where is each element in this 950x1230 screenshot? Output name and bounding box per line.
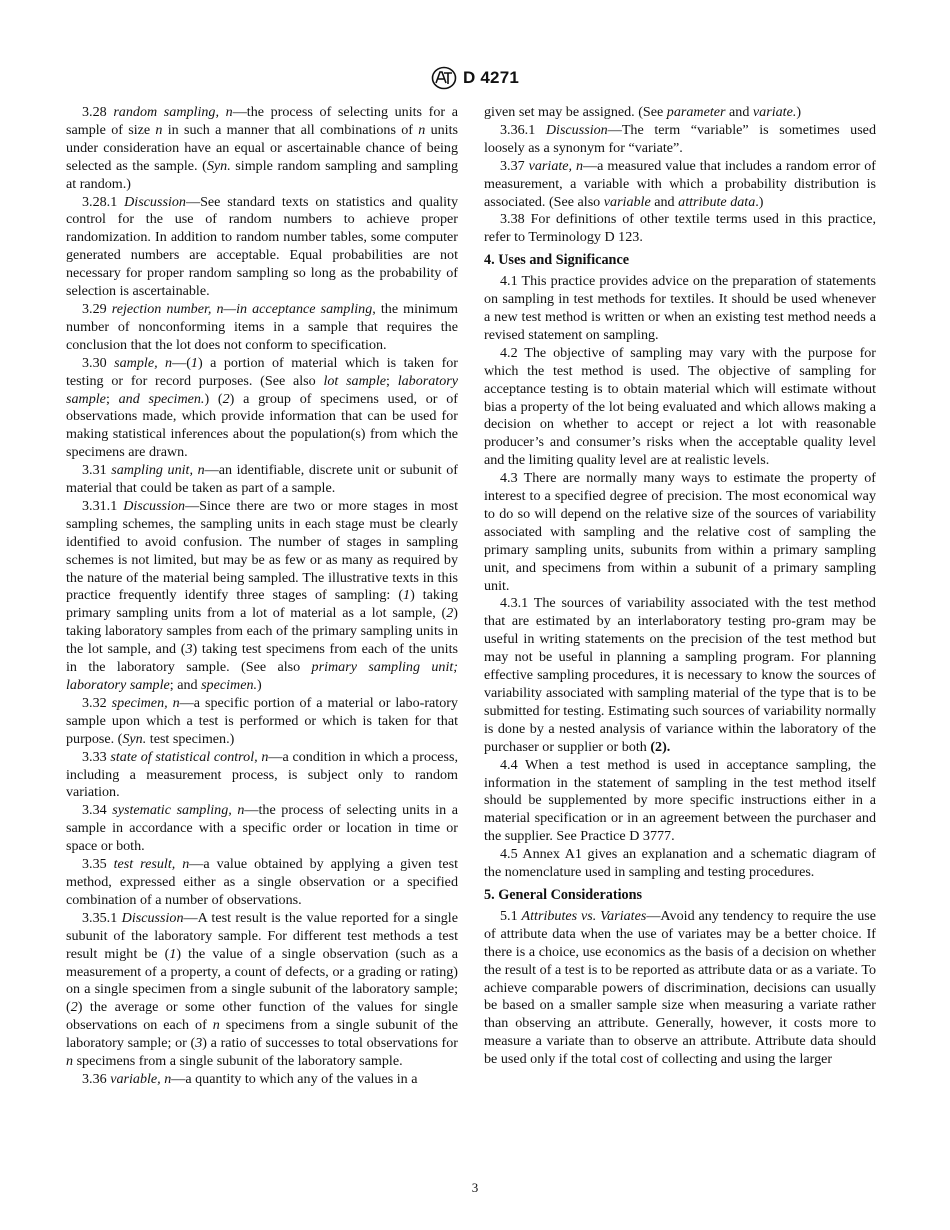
section-number: 4.3	[500, 470, 518, 487]
italic-text: n	[212, 1017, 220, 1034]
term: specimen, n	[111, 694, 180, 711]
paragraph: 3.31.1 Discussion—Since there are two or more stages in most sampling schemes, the sampling units in each stage must be clearly identified to avoid confusion. The number of stages in sampling schemes is not limited, but may be as few or as many as required by the nature of the material being sampled. The illustrative texts in this practice frequently identify three stages of sampling: (1) taking primary sampling units from a lot of material as a lot sample, (2) taking laboratory samples from each of the primary sampling units in the lot sample, and (3) taking test specimens from each of the units in the laboratory sample. (See also primary sampling unit; laboratory sample; and specimen.)	[66, 497, 459, 693]
section-number: 4.2	[500, 344, 518, 361]
italic-text: laboratory sample	[66, 372, 458, 407]
italic-text: n	[418, 121, 426, 138]
italic-text: and specimen.	[118, 390, 205, 407]
italic-text: Syn.	[122, 730, 147, 747]
italic-text: specimen.	[201, 677, 258, 693]
paragraph: 4.4 When a test method is used in acceptance sampling, the information in the statement of sampling in the test method itself should be supplemented by more specific instructions either in a material specification or in an agreement between the purchaser and the supplier. See Practice D 3777.	[484, 756, 876, 845]
astm-logo-icon	[431, 66, 457, 90]
term: rejection number, n—in acceptance sampling	[111, 300, 373, 317]
section-number: 3.32	[82, 694, 107, 711]
paragraph: 3.32 specimen, n—a specific portion of a material or labo-ratory sample upon which a test is performed or which is taken for that purpose. (Syn. test specimen.)	[66, 694, 458, 747]
section-number: 3.35.1	[82, 909, 118, 926]
italic-text: primary sampling unit; laboratory sample	[66, 659, 458, 693]
section-number: 4.4	[500, 756, 518, 773]
paragraph: 3.34 systematic sampling, n—the process of selecting units in a sample in accordance with a specific order or location in time or space or both.	[66, 802, 458, 855]
term: systematic sampling, n	[112, 802, 245, 819]
paragraph: 3.38 For definitions of other textile terms used in this practice, refer to Terminology D 123.	[484, 211, 876, 246]
section-number: 4.1	[500, 273, 518, 290]
section-number: 3.28	[82, 104, 107, 120]
page-number: 3	[471, 1180, 479, 1195]
term: random sampling, n	[113, 104, 233, 120]
section-number: 3.30	[82, 354, 107, 371]
page-header	[0, 66, 950, 95]
italic-text: parameter	[666, 104, 726, 120]
term: Discussion	[124, 193, 186, 210]
section-number: 5.1	[500, 907, 518, 924]
section-number: 3.31	[82, 462, 107, 479]
italic-text: variate.	[752, 104, 797, 120]
paragraph: 3.36 variable, n—a quantity to which any of the values in a	[82, 1070, 418, 1087]
section-number: 3.38	[500, 211, 525, 228]
section-number: 4.5	[500, 846, 518, 863]
section-number: 4.3.1	[500, 595, 529, 612]
italic-text: n	[66, 1053, 74, 1070]
italic-text: 2	[446, 605, 454, 622]
document-designation: D 4271	[462, 68, 520, 87]
section-number: 3.31.1	[82, 497, 118, 514]
paragraph: 3.28.1 Discussion—See standard texts on statistics and quality control for the use of random numbers to achieve proper randomization. In addition to random number tables, some computer generated numbers are acceptable. Equal probabilities are not necessary for proper random sampling so long as the probability of selection is ascertainable.	[66, 193, 459, 300]
section-number: 3.28.1	[82, 193, 118, 210]
term: Discussion	[545, 121, 608, 138]
italic-text: 1	[403, 587, 411, 604]
italic-text: 2	[70, 999, 78, 1016]
term: Discussion	[123, 497, 186, 514]
paragraph: 4.3.1 The sources of variability associated with the test method that are estimated by an interlaboratory testing pro-gram may be useful in writing statements on the precision of the test method but may not be useful in planning a sampling program. For planning effective sampling procedures, it is necessary to know the sources of variability associated with sampling material of the type that is to be submitted for testing. Estimating such sources of variability normally is done by a nested analysis of variance within the laboratory of the purchaser or supplier or both (2).	[484, 595, 876, 755]
term: variate, n	[528, 157, 584, 174]
paragraph: 3.35 test result, n—a value obtained by applying a given test method, expressed either as a single observation or a specified combination of a number of observations.	[66, 856, 458, 908]
term: state of statistical control, n	[110, 748, 269, 765]
term: sample, n	[114, 354, 173, 371]
italic-text: lot sample	[323, 372, 387, 389]
section-heading: 4. Uses and Significance	[484, 252, 630, 269]
paragraph: 3.35.1 Discussion—A test result is the value reported for a single subunit of the laboratory sample. For different test methods a test result might be (1) the value of a single observation (such as a measurement of a property, a count of defects, or a grading or rating) on a single specimen from a single subunit of the laboratory sample; (2) the average or some other function of the values for single observations on each of n specimens from a single subunit of the laboratory sample; or (3) a ratio of successes to total observations for n specimens from a single subunit of the laboratory sample.	[66, 909, 458, 1070]
italic-text: 2	[222, 390, 230, 407]
term: Discussion	[121, 909, 184, 926]
paragraph: 3.28 random sampling, n—the process of selecting units for a sample of size n in such a manner that all combinations of n units under consideration have an equal or ascertainable chance of being selected as the sample. (Syn. simple random sampling and sampling at random.)	[66, 104, 458, 192]
paragraph: given set may be assigned. (See parameter and variate.)	[484, 104, 802, 120]
section-number: 3.35	[82, 856, 107, 873]
italic-text: Syn.	[206, 157, 231, 174]
paragraph: 3.30 sample, n—(1) a portion of material which is taken for testing or for record purposes. (See also lot sample; laboratory sample; and specimen.) (2) a group of specimens used, or of observations made, which provide information that can be used for making statistical inferences about the population(s) from which the specimens are drawn.	[66, 354, 458, 461]
italic-text: 1	[190, 354, 198, 371]
section-number: 3.37	[500, 157, 525, 174]
left-column	[66, 104, 458, 1089]
section-heading: 5. General Considerations	[484, 886, 643, 903]
term: sampling unit, n	[111, 462, 205, 479]
paragraph: 4.2 The objective of sampling may vary with the purpose for which the test method is used. The objective of sampling for acceptance testing is to obtain material which will estimate without bias a property of the lot being evaluated and which allows making a decision on whether to accept or reject a lot with reasonable producer’s and consumer’s risks when the acceptable quality level and the limiting quality level are at realistic levels.	[484, 344, 876, 469]
paragraph: 3.37 variate, n—a measured value that includes a random error of measurement, a variable with which a probability distribution is associated. (See also variable and attribute data.)	[484, 157, 877, 210]
paragraph: 4.3 There are normally many ways to estimate the property of interest to a specified degree of precision. The most economical way to do so will depend on the relative size of the sources of variability associated with sampling and the relative cost of sampling the primary sampling units, subunits from within a primary sampling unit, and specimens from within a subunit of a primary sampling unit.	[484, 470, 876, 594]
section-number: 3.29	[82, 300, 107, 317]
paragraph: 3.36.1 Discussion—The term “variable” is sometimes used loosely as a synonym for “variate”.	[484, 121, 876, 156]
paragraph: 3.29 rejection number, n—in acceptance sampling, the minimum number of nonconforming items in a sample that requires the conclusion that the lot does not conform to specification.	[66, 300, 458, 353]
paragraph: 5.1 Attributes vs. Variates—Avoid any tendency to require the use of attribute data when the use of variates may be a better choice. If there is a choice, use economics as the basis of a decision on whether the result of a test is to be reported as attribute data or as a variate. To achieve comparable powers of discrimination, decisions can usually be based on a smaller sample size when measuring a variate rather than observing an attribute. Generally, however, it costs more to measure a variate than to observe an attribute. Attribute data should be used only if the total cost of collecting and using the larger	[484, 907, 876, 1068]
paragraph: 4.5 Annex A1 gives an explanation and a schematic diagram of the nomenclature used in sampling and testing procedures.	[484, 846, 877, 881]
section-number: 3.33	[82, 748, 107, 765]
section-number: 3.36	[82, 1070, 107, 1087]
italic-text: 3	[195, 1035, 203, 1052]
italic-text: 1	[169, 945, 177, 962]
right-column	[484, 104, 876, 1069]
italic-text: attribute data	[678, 193, 756, 210]
italic-text: n	[155, 121, 163, 138]
reference-citation: (2).	[650, 738, 671, 755]
italic-text: variable	[603, 193, 651, 210]
italic-text: 3	[185, 641, 193, 658]
paragraph: 3.33 state of statistical control, n—a condition in which a process, including a measurement process, is subject only to random variation.	[66, 748, 459, 801]
section-number: 3.34	[82, 802, 107, 819]
term: variable, n	[110, 1070, 172, 1087]
paragraph: 4.1 This practice provides advice on the preparation of statements on sampling in test methods for textiles. It should be used whenever a new test method is written or when an existing test method needs a revised statement on sampling.	[484, 273, 876, 343]
section-number: 3.36.1	[500, 121, 536, 138]
paragraph: 3.31 sampling unit, n—an identifiable, discrete unit or subunit of material that could be taken as part of a sample.	[66, 462, 458, 497]
term: Attributes vs. Variates	[521, 907, 647, 924]
term: test result, n	[113, 856, 190, 873]
